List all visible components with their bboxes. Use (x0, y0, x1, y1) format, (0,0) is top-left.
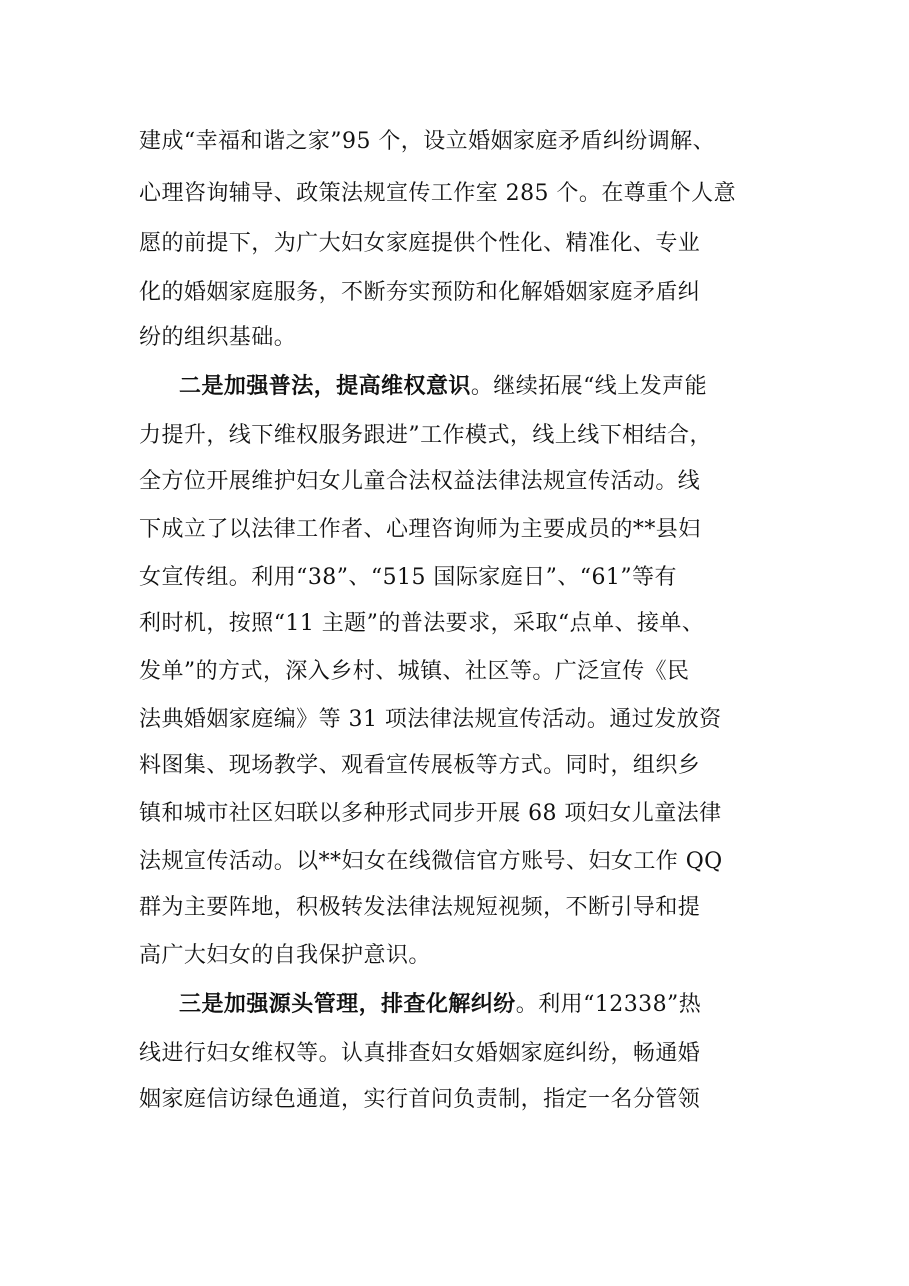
line-text: 高广大妇女的自我保护意识。 (139, 943, 431, 968)
line-text: 群为主要阵地，积极转发法律法规短视频，不断引导和提 (139, 895, 701, 920)
line-text: 线进行妇女维权等。认真排查妇女婚姻家庭纠纷，畅通婚 (139, 1041, 701, 1066)
paragraph-heading: 二是加强普法，提高维权意识 (179, 373, 471, 399)
text-line (139, 602, 779, 646)
paragraph-2-first-line (179, 364, 819, 408)
paragraph-heading: 三是加强源头管理，排查化解纠纷 (179, 991, 516, 1017)
text-line (139, 316, 779, 360)
line-text: 料图集、现场教学、观看宣传展板等方式。同时，组织乡 (139, 753, 701, 778)
text-line (139, 1032, 779, 1076)
line-text: 。继续拓展“线上发声能 (470, 374, 708, 399)
text-line (139, 271, 779, 315)
line-text: 力提升，线下维权服务跟进”工作模式，线上线下相结合， (139, 423, 712, 448)
line-text: 化的婚姻家庭服务，不断夯实预防和化解婚姻家庭矛盾纠 (139, 280, 701, 305)
line-text: 姻家庭信访绿色通道，实行首问负责制，指定一名分管领 (139, 1087, 701, 1112)
text-line (139, 556, 779, 600)
text-line (139, 744, 779, 788)
paragraph-3-first-line (179, 982, 819, 1026)
line-text: 发单”的方式，深入乡村、城镇、社区等。广泛宣传《民 (139, 659, 690, 684)
line-text: 全方位开展维护妇女儿童合法权益法律法规宣传活动。线 (139, 469, 701, 494)
line-text: 利时机，按照“11 主题”的普法要求，采取“点单、接单、 (139, 611, 705, 636)
text-line (139, 222, 779, 266)
line-text: 镇和城市社区妇联以多种形式同步开展 68 项妇女儿童法律 (139, 801, 722, 826)
text-line (139, 650, 779, 694)
text-line (139, 886, 779, 930)
text-line (139, 460, 779, 504)
text-line (139, 1078, 779, 1122)
text-line (139, 508, 779, 552)
text-line (139, 414, 779, 458)
text-line (139, 934, 779, 978)
text-line (139, 840, 779, 884)
text-line (139, 120, 779, 164)
line-text: 下成立了以法律工作者、心理咨询师为主要成员的**县妇 (139, 517, 701, 542)
line-text: 。利用“12338”热 (515, 992, 702, 1017)
text-line (139, 698, 779, 742)
line-text: 法规宣传活动。以**妇女在线微信官方账号、妇女工作 QQ (139, 849, 723, 874)
line-text: 女宣传组。利用“38”、“515 国际家庭日”、“61”等有 (139, 565, 677, 590)
line-text: 建成“幸福和谐之家”95 个，设立婚姻家庭矛盾纠纷调解、 (139, 129, 716, 154)
line-text: 法典婚姻家庭编》等 31 项法律法规宣传活动。通过发放资 (139, 707, 722, 732)
text-line (139, 792, 779, 836)
line-text: 纷的组织基础。 (139, 325, 297, 350)
text-line (139, 172, 779, 216)
line-text: 心理咨询辅导、政策法规宣传工作室 285 个。在尊重个人意 (139, 181, 737, 206)
line-text: 愿的前提下，为广大妇女家庭提供个性化、精准化、专业 (139, 231, 701, 256)
